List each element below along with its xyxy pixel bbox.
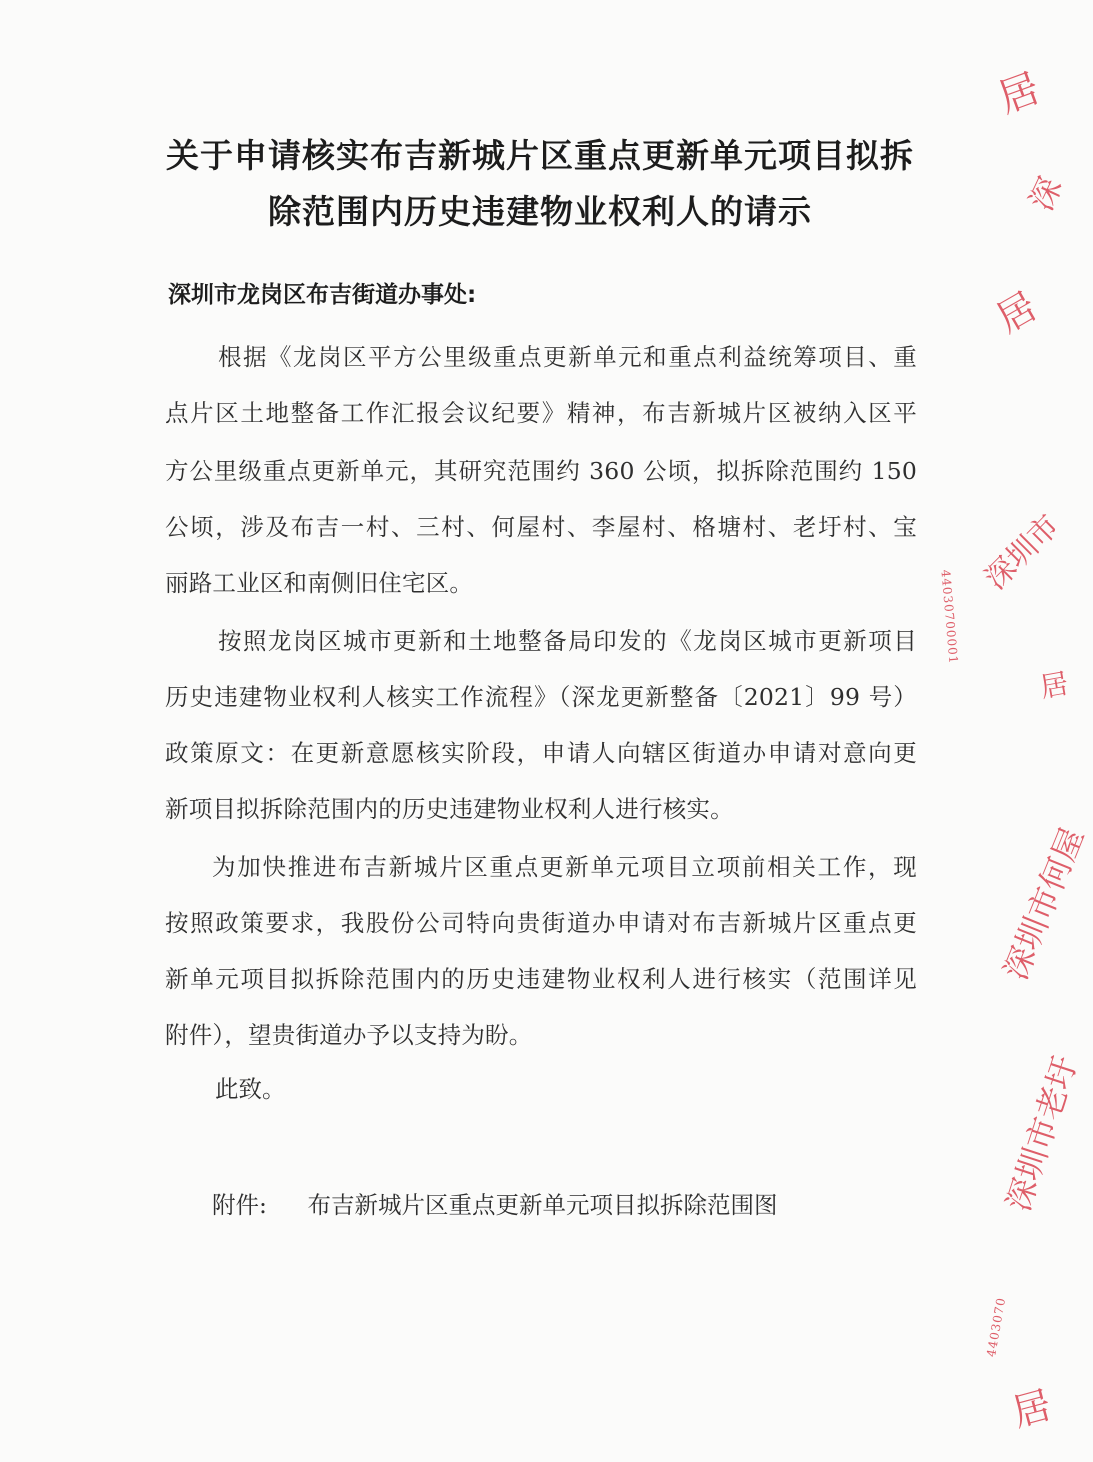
paragraph-1-line-1: 根据《龙岗区平方公里级重点更新单元和重点利益统筹项目、重 (218, 343, 917, 371)
seal-3-top-text: 深圳市 (978, 508, 1067, 597)
paragraph-1-line-5: 丽路工业区和南侧旧住宅区。 (165, 569, 474, 597)
paragraph-3-line-3: 新单元项目拟拆除范围内的历史违建物业权利人进行核实（范围详见 (165, 965, 917, 993)
paragraph-3-line-2: 按照政策要求，我股份公司特向贵街道办申请对布吉新城片区重点更 (165, 909, 917, 937)
paragraph-2-line-4: 新项目拟拆除范围内的历史违建物业权利人进行核实。 (165, 795, 734, 823)
seal-3-code: 44030700001 (938, 569, 961, 665)
seal-4-text: 深圳市何屋 (996, 822, 1092, 986)
seal-6-code: 4403070 (984, 1296, 1009, 1358)
paragraph-1-line-3: 方公里级重点更新单元，其研究范围约 360 公顷，拟拆除范围约 150 (165, 457, 917, 485)
attachment-line (212, 1186, 777, 1220)
paragraph-3-line-4: 附件），望贵街道办予以支持为盼。 (165, 1021, 533, 1049)
official-seals (938, 0, 1092, 1462)
document-title (120, 128, 960, 240)
salutation: 深圳市龙岗区布吉街道办事处: (168, 282, 477, 308)
seal-3-side-text: 居 (1037, 666, 1071, 705)
closing: 此致。 (215, 1075, 286, 1103)
paragraph-1-line-2: 点片区土地整备工作汇报会议纪要》精神，布吉新城片区被纳入区平 (165, 399, 917, 427)
paragraph-3-line-1: 为加快推进布吉新城片区重点更新单元项目立项前相关工作，现 (212, 853, 917, 881)
paragraph-1-line-4: 公顷，涉及布吉一村、三村、何屋村、李屋村、格塘村、老圩村、宝 (165, 513, 917, 541)
seal-1-text: 居 (992, 65, 1046, 123)
seal-6-side-text: 居 (1007, 1382, 1056, 1436)
seal-2b-text: 居 (989, 283, 1045, 342)
title-line-2: 除范围内历史违建物业权利人的请示 (268, 192, 812, 231)
paragraph-2-line-1: 按照龙岗区城市更新和土地整备局印发的《龙岗区城市更新项目 (218, 627, 917, 655)
paragraph-2-line-2: 历史违建物业权利人核实工作流程》（深龙更新整备〔2021〕99 号） (165, 683, 917, 711)
paragraph-2-line-3: 政策原文：在更新意愿核实阶段，申请人向辖区街道办申请对意向更 (165, 739, 917, 767)
seal-2-text: 深 (1021, 171, 1070, 217)
title-line-1: 关于申请核实布吉新城片区重点更新单元项目拟拆 (166, 136, 914, 175)
attachment-text: 布吉新城片区重点更新单元项目拟拆除范围图 (307, 1191, 778, 1219)
attachment-label: 附件: (212, 1191, 267, 1219)
seal-5-text: 深圳市老圩 (999, 1051, 1085, 1216)
